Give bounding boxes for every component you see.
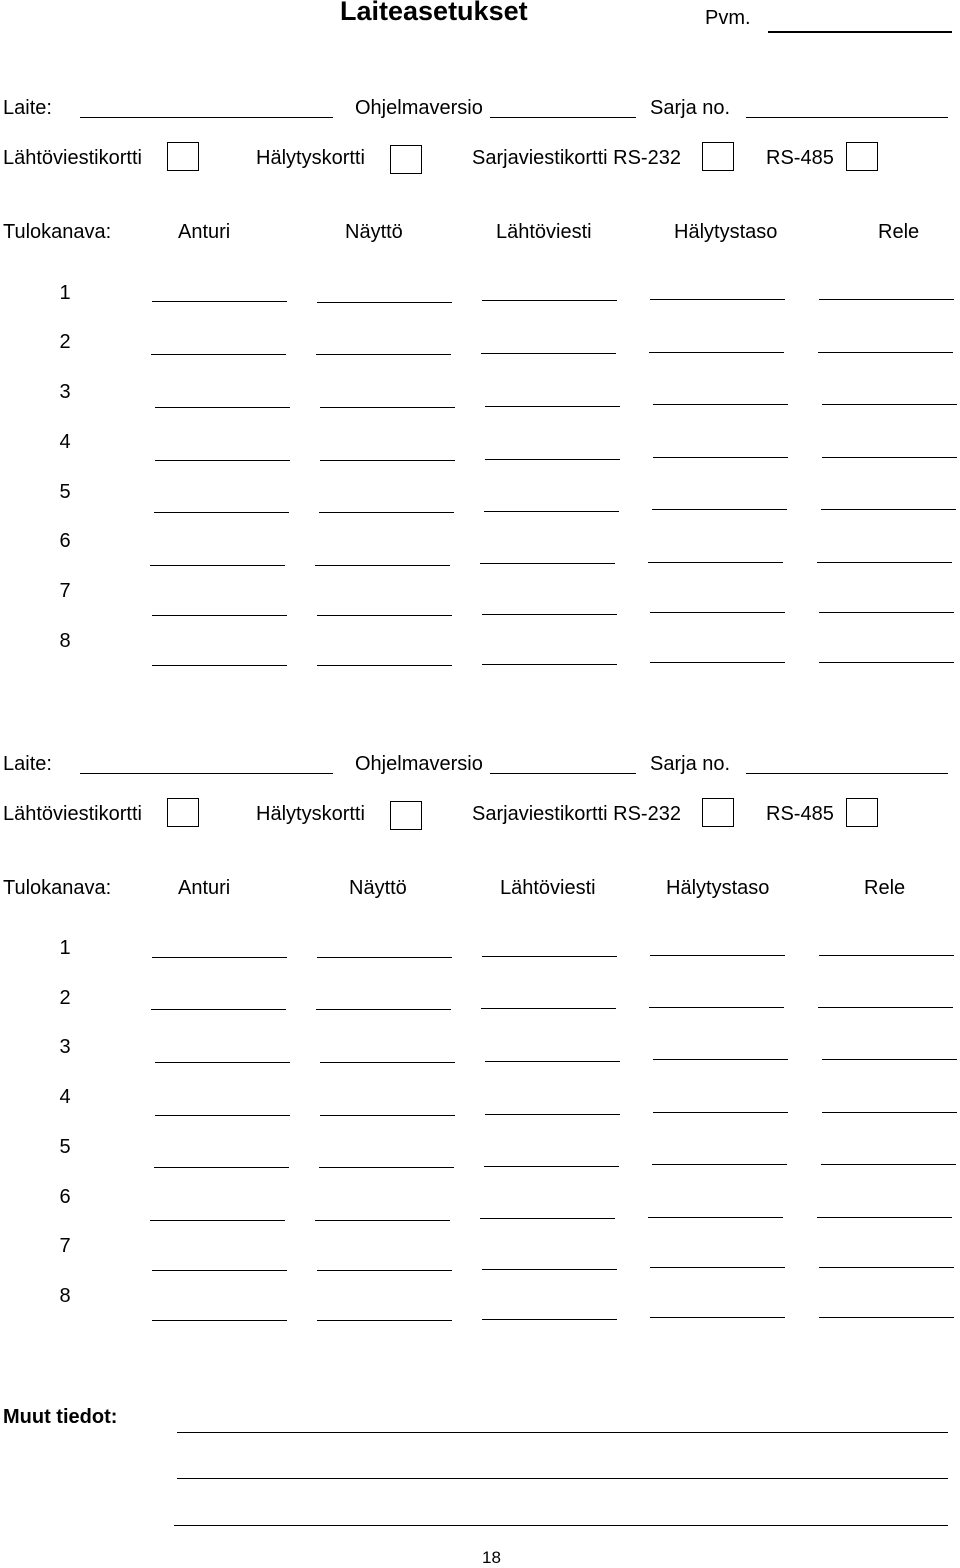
column-sensor: Anturi	[178, 877, 231, 899]
output-field[interactable]	[482, 664, 617, 665]
sensor-field[interactable]	[152, 615, 287, 616]
relay-field[interactable]	[819, 1317, 954, 1318]
output-card-label: Lähtöviestikortti	[3, 147, 142, 169]
other-info-line[interactable]	[177, 1432, 948, 1433]
relay-field[interactable]	[822, 404, 957, 405]
alarm-level-field[interactable]	[650, 299, 785, 300]
column-display: Näyttö	[345, 221, 403, 243]
serial-label: Sarja no.	[650, 753, 731, 775]
program-version-label: Ohjelmaversio	[355, 97, 483, 119]
output-field[interactable]	[481, 1008, 616, 1009]
column-output: Lähtöviesti	[500, 877, 596, 899]
alarm-level-field[interactable]	[653, 1112, 788, 1113]
display-field[interactable]	[319, 1167, 454, 1168]
output-field[interactable]	[485, 1061, 620, 1062]
display-field[interactable]	[320, 1115, 455, 1116]
channel-number: 2	[59, 331, 71, 353]
rs485-checkbox[interactable]	[846, 142, 878, 171]
display-field[interactable]	[315, 1220, 450, 1221]
alarm-level-field[interactable]	[649, 352, 784, 353]
sensor-field[interactable]	[155, 1062, 290, 1063]
alarm-card-checkbox[interactable]	[390, 801, 422, 830]
channel-number: 8	[59, 1285, 71, 1307]
alarm-level-field[interactable]	[652, 509, 787, 510]
sensor-field[interactable]	[150, 1220, 285, 1221]
relay-field[interactable]	[819, 955, 954, 956]
column-alarm-level: Hälytystaso	[666, 877, 770, 899]
output-field[interactable]	[482, 1319, 617, 1320]
channel-number: 6	[59, 530, 71, 552]
display-field[interactable]	[317, 302, 452, 303]
column-channel: Tulokanava:	[3, 877, 112, 899]
output-field[interactable]	[484, 511, 619, 512]
device-label: Laite:	[3, 753, 52, 775]
channel-number: 5	[59, 481, 71, 503]
display-field[interactable]	[317, 957, 452, 958]
display-field[interactable]	[317, 1270, 452, 1271]
display-field[interactable]	[319, 512, 454, 513]
alarm-level-field[interactable]	[653, 457, 788, 458]
column-channel: Tulokanava:	[3, 221, 112, 243]
alarm-card-label: Hälytyskortti	[256, 803, 365, 825]
relay-field[interactable]	[819, 612, 954, 613]
channel-number: 5	[59, 1136, 71, 1158]
alarm-level-field[interactable]	[653, 404, 788, 405]
sensor-field[interactable]	[154, 512, 289, 513]
channel-number: 7	[59, 580, 71, 602]
channel-number: 4	[59, 431, 71, 453]
output-field[interactable]	[481, 353, 616, 354]
channel-number: 8	[59, 630, 71, 652]
column-alarm-level: Hälytystaso	[674, 221, 778, 243]
output-field[interactable]	[485, 459, 620, 460]
output-field[interactable]	[480, 1218, 615, 1219]
rs485-label: RS-485	[766, 147, 834, 169]
sensor-field[interactable]	[152, 665, 287, 666]
alarm-card-checkbox[interactable]	[390, 145, 422, 174]
column-output: Lähtöviesti	[496, 221, 592, 243]
output-card-label: Lähtöviestikortti	[3, 803, 142, 825]
alarm-level-field[interactable]	[650, 662, 785, 663]
display-field[interactable]	[320, 460, 455, 461]
display-field[interactable]	[317, 1320, 452, 1321]
relay-field[interactable]	[822, 457, 957, 458]
column-relay: Rele	[864, 877, 906, 899]
channel-number: 1	[59, 937, 71, 959]
sensor-field[interactable]	[151, 354, 286, 355]
sensor-field[interactable]	[155, 1115, 290, 1116]
page-title: Laiteasetukset	[340, 0, 528, 26]
other-info-label: Muut tiedot:	[3, 1406, 118, 1428]
column-sensor: Anturi	[178, 221, 231, 243]
page-number: 18	[482, 1548, 501, 1567]
sensor-field[interactable]	[155, 407, 290, 408]
relay-field[interactable]	[818, 1007, 953, 1008]
relay-field[interactable]	[819, 662, 954, 663]
relay-field[interactable]	[822, 1059, 957, 1060]
other-info-line[interactable]	[177, 1478, 948, 1479]
output-card-checkbox[interactable]	[167, 798, 199, 827]
relay-field[interactable]	[819, 1267, 954, 1268]
rs485-checkbox[interactable]	[846, 798, 878, 827]
channel-number: 4	[59, 1086, 71, 1108]
other-info-line[interactable]	[174, 1525, 948, 1526]
sensor-field[interactable]	[152, 1270, 287, 1271]
alarm-level-field[interactable]	[650, 1317, 785, 1318]
alarm-card-label: Hälytyskortti	[256, 147, 365, 169]
alarm-level-field[interactable]	[653, 1059, 788, 1060]
output-field[interactable]	[485, 1114, 620, 1115]
alarm-level-field[interactable]	[648, 1217, 783, 1218]
display-field[interactable]	[320, 407, 455, 408]
display-field[interactable]	[317, 665, 452, 666]
display-field[interactable]	[316, 1009, 451, 1010]
output-card-checkbox[interactable]	[167, 142, 199, 171]
device-field[interactable]	[80, 773, 333, 774]
rs232-checkbox[interactable]	[702, 798, 734, 827]
sensor-field[interactable]	[152, 301, 287, 302]
alarm-level-field[interactable]	[649, 1007, 784, 1008]
alarm-level-field[interactable]	[650, 612, 785, 613]
output-field[interactable]	[482, 614, 617, 615]
serial-card-rs232-label: Sarjaviestikortti RS-232	[472, 803, 681, 825]
date-label: Pvm.	[705, 7, 751, 29]
sensor-field[interactable]	[152, 957, 287, 958]
serial-card-rs232-label: Sarjaviestikortti RS-232	[472, 147, 681, 169]
program-version-field[interactable]	[490, 117, 636, 118]
output-field[interactable]	[485, 406, 620, 407]
column-relay: Rele	[878, 221, 920, 243]
channel-number: 7	[59, 1235, 71, 1257]
relay-field[interactable]	[817, 1217, 952, 1218]
channel-number: 1	[59, 282, 71, 304]
relay-field[interactable]	[821, 509, 956, 510]
display-field[interactable]	[316, 354, 451, 355]
channel-number: 6	[59, 1186, 71, 1208]
column-display: Näyttö	[349, 877, 407, 899]
device-field[interactable]	[80, 117, 333, 118]
program-version-label: Ohjelmaversio	[355, 753, 483, 775]
device-label: Laite:	[3, 97, 52, 119]
date-field[interactable]	[768, 31, 952, 33]
rs485-label: RS-485	[766, 803, 834, 825]
serial-field[interactable]	[746, 773, 948, 774]
sensor-field[interactable]	[150, 565, 285, 566]
relay-field[interactable]	[818, 352, 953, 353]
sensor-field[interactable]	[151, 1009, 286, 1010]
output-field[interactable]	[482, 956, 617, 957]
relay-field[interactable]	[819, 299, 954, 300]
display-field[interactable]	[320, 1062, 455, 1063]
relay-field[interactable]	[822, 1112, 957, 1113]
serial-field[interactable]	[746, 117, 948, 118]
display-field[interactable]	[315, 565, 450, 566]
relay-field[interactable]	[821, 1164, 956, 1165]
output-field[interactable]	[482, 1269, 617, 1270]
channel-number: 3	[59, 1036, 71, 1058]
output-field[interactable]	[482, 300, 617, 301]
sensor-field[interactable]	[154, 1167, 289, 1168]
rs232-checkbox[interactable]	[702, 142, 734, 171]
alarm-level-field[interactable]	[650, 955, 785, 956]
program-version-field[interactable]	[490, 773, 636, 774]
alarm-level-field[interactable]	[652, 1164, 787, 1165]
alarm-level-field[interactable]	[648, 562, 783, 563]
alarm-level-field[interactable]	[650, 1267, 785, 1268]
sensor-field[interactable]	[155, 460, 290, 461]
display-field[interactable]	[317, 615, 452, 616]
channel-number: 3	[59, 381, 71, 403]
output-field[interactable]	[484, 1166, 619, 1167]
channel-number: 2	[59, 987, 71, 1009]
serial-label: Sarja no.	[650, 97, 731, 119]
relay-field[interactable]	[817, 562, 952, 563]
output-field[interactable]	[480, 563, 615, 564]
sensor-field[interactable]	[152, 1320, 287, 1321]
